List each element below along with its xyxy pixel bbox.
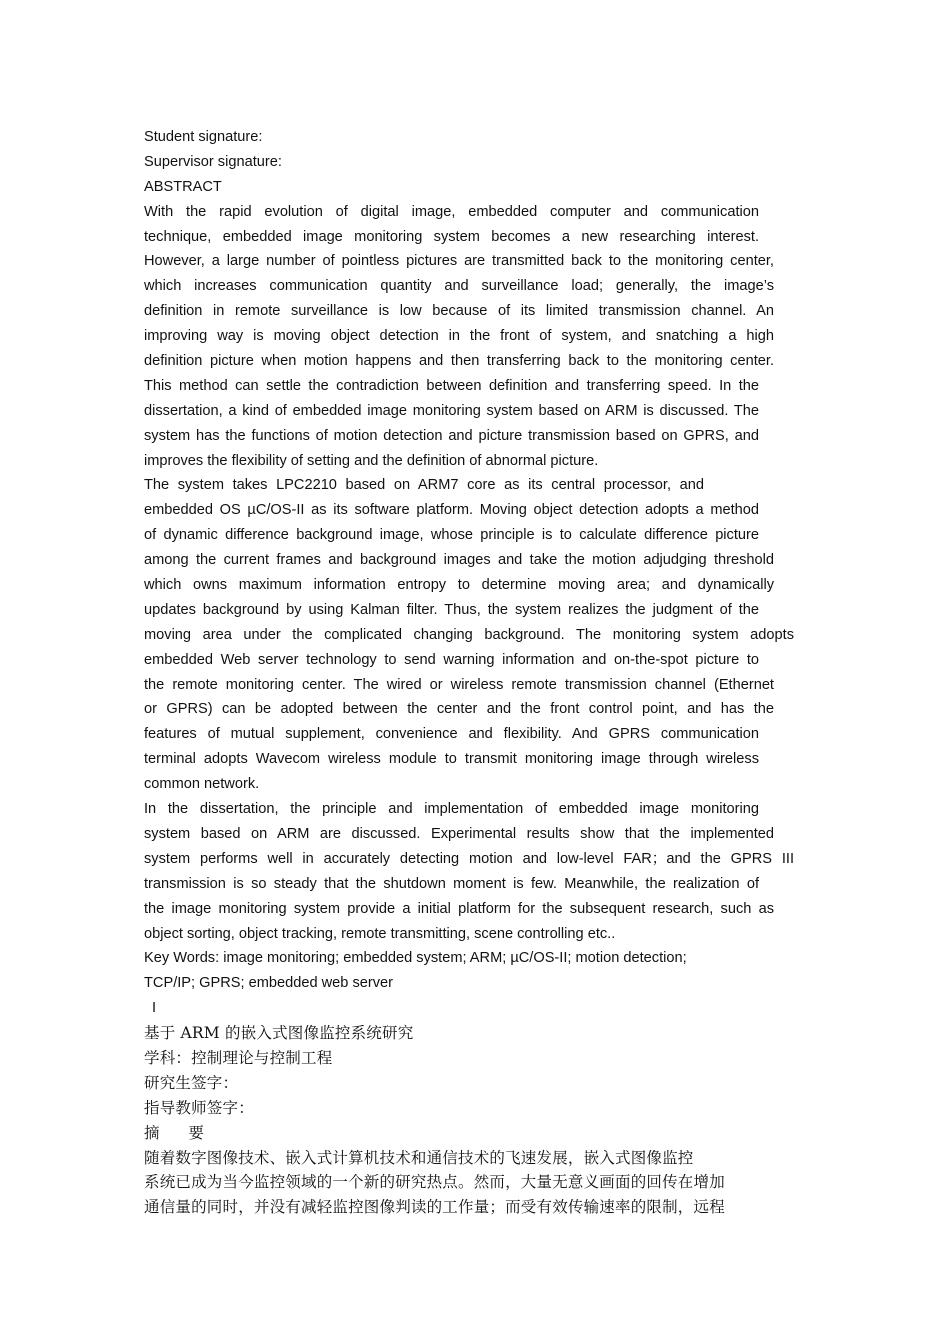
abstract-line: object sorting, object tracking, remote transmitting, scene controlling etc.. bbox=[144, 925, 616, 942]
chinese-abstract-line: 系统已成为当今监控领域的一个新的研究热点。然而，大量无意义画面的回传在增加 bbox=[144, 1173, 725, 1192]
abstract-line: system performs well in accurately detecting motion and low-level FAR；and the GPRS III bbox=[144, 850, 794, 867]
supervisor-signature-label: Supervisor signature: bbox=[144, 153, 282, 170]
keywords-line: TCP/IP; GPRS; embedded web server bbox=[144, 975, 394, 992]
abstract-line: definition picture when motion happens and then transferring back to the monitoring center. bbox=[144, 353, 774, 370]
chinese-section bbox=[144, 1021, 796, 1220]
abstract-line: which owns maximum information entropy to determine moving area; and dynamically bbox=[144, 577, 774, 594]
abstract-line: moving area under the complicated changing background. The monitoring system adopts bbox=[144, 626, 794, 643]
abstract-line: among the current frames and background images and take the motion adjudging threshold bbox=[144, 552, 774, 569]
keywords-line: Key Words: image monitoring; embedded system; ARM; µC/OS-II; motion detection; bbox=[144, 950, 687, 967]
chinese-abstract-heading: 摘 要 bbox=[144, 1123, 216, 1142]
abstract-line: terminal adopts Wavecom wireless module to transmit monitoring image through wireless bbox=[144, 751, 759, 768]
chinese-abstract-line: 通信量的同时，并没有减轻监控图像判读的工作量；而受有效传输速率的限制，远程 bbox=[144, 1198, 725, 1217]
abstract-body bbox=[144, 200, 796, 997]
abstract-line: which increases communication quantity and surveillance load; generally, the image’s bbox=[144, 278, 774, 295]
abstract-line: common network. bbox=[144, 776, 260, 793]
abstract-line: the remote monitoring center. The wired or wireless remote transmission channel (Ethernet bbox=[144, 676, 774, 693]
abstract-line: features of mutual supplement, convenience and flexibility. And GPRS communication bbox=[144, 726, 759, 743]
student-signature-label: Student signature: bbox=[144, 129, 263, 145]
abstract-line: embedded OS µC/OS-II as its software platform. Moving object detection adopts a method bbox=[144, 502, 759, 519]
abstract-line: definition in remote surveillance is low because of its limited transmission channel. An bbox=[144, 303, 774, 320]
chinese-supervisor-signature: 指导教师签字： bbox=[144, 1098, 254, 1117]
abstract-line: or GPRS) can be adopted between the center and the front control point, and has the bbox=[144, 701, 774, 718]
chinese-student-signature: 研究生签字： bbox=[144, 1073, 239, 1092]
abstract-line: The system takes LPC2210 based on ARM7 core as its central processor, and bbox=[144, 477, 704, 494]
chinese-abstract-line: 随着数字图像技术、嵌入式计算机技术和通信技术的飞速发展，嵌入式图像监控 bbox=[144, 1148, 694, 1167]
abstract-line: transmission is so steady that the shutdown moment is few. Meanwhile, the realization of bbox=[144, 875, 759, 892]
chinese-subject: 学科：控制理论与控制工程 bbox=[144, 1048, 333, 1067]
abstract-line: dissertation, a kind of embedded image monitoring system based on ARM is discussed. The bbox=[144, 402, 759, 419]
abstract-line: However, a large number of pointless pictures are transmitted back to the monitoring center, bbox=[144, 253, 774, 270]
abstract-line: technique, embedded image monitoring system becomes a new researching interest. bbox=[144, 228, 759, 245]
abstract-line: In the dissertation, the principle and implementation of embedded image monitoring bbox=[144, 801, 759, 818]
abstract-line: system based on ARM are discussed. Experimental results show that the implemented bbox=[144, 825, 774, 842]
chinese-title: 基于 ARM 的嵌入式图像监控系统研究 bbox=[144, 1024, 414, 1043]
abstract-line: improving way is moving object detection in the front of system, and snatching a high bbox=[144, 328, 774, 345]
abstract-heading: ABSTRACT bbox=[144, 178, 222, 195]
abstract-line: This method can settle the contradiction between definition and transferring speed. In the bbox=[144, 377, 759, 394]
abstract-line: With the rapid evolution of digital image, embedded computer and communication bbox=[144, 203, 759, 220]
abstract-line: the image monitoring system provide a initial platform for the subsequent research, such as bbox=[144, 900, 774, 917]
abstract-line: of dynamic difference background image, whose principle is to calculate difference picture bbox=[144, 527, 759, 544]
abstract-line: updates background by using Kalman filter. Thus, the system realizes the judgment of the bbox=[144, 601, 759, 618]
abstract-line: improves the flexibility of setting and the definition of abnormal picture. bbox=[144, 452, 599, 469]
abstract-line: embedded Web server technology to send warning information and on-the-spot picture to bbox=[144, 651, 759, 668]
abstract-line: system has the functions of motion detection and picture transmission based on GPRS, and bbox=[144, 427, 759, 444]
page-number: I bbox=[152, 1000, 157, 1017]
page-content bbox=[144, 125, 796, 1220]
